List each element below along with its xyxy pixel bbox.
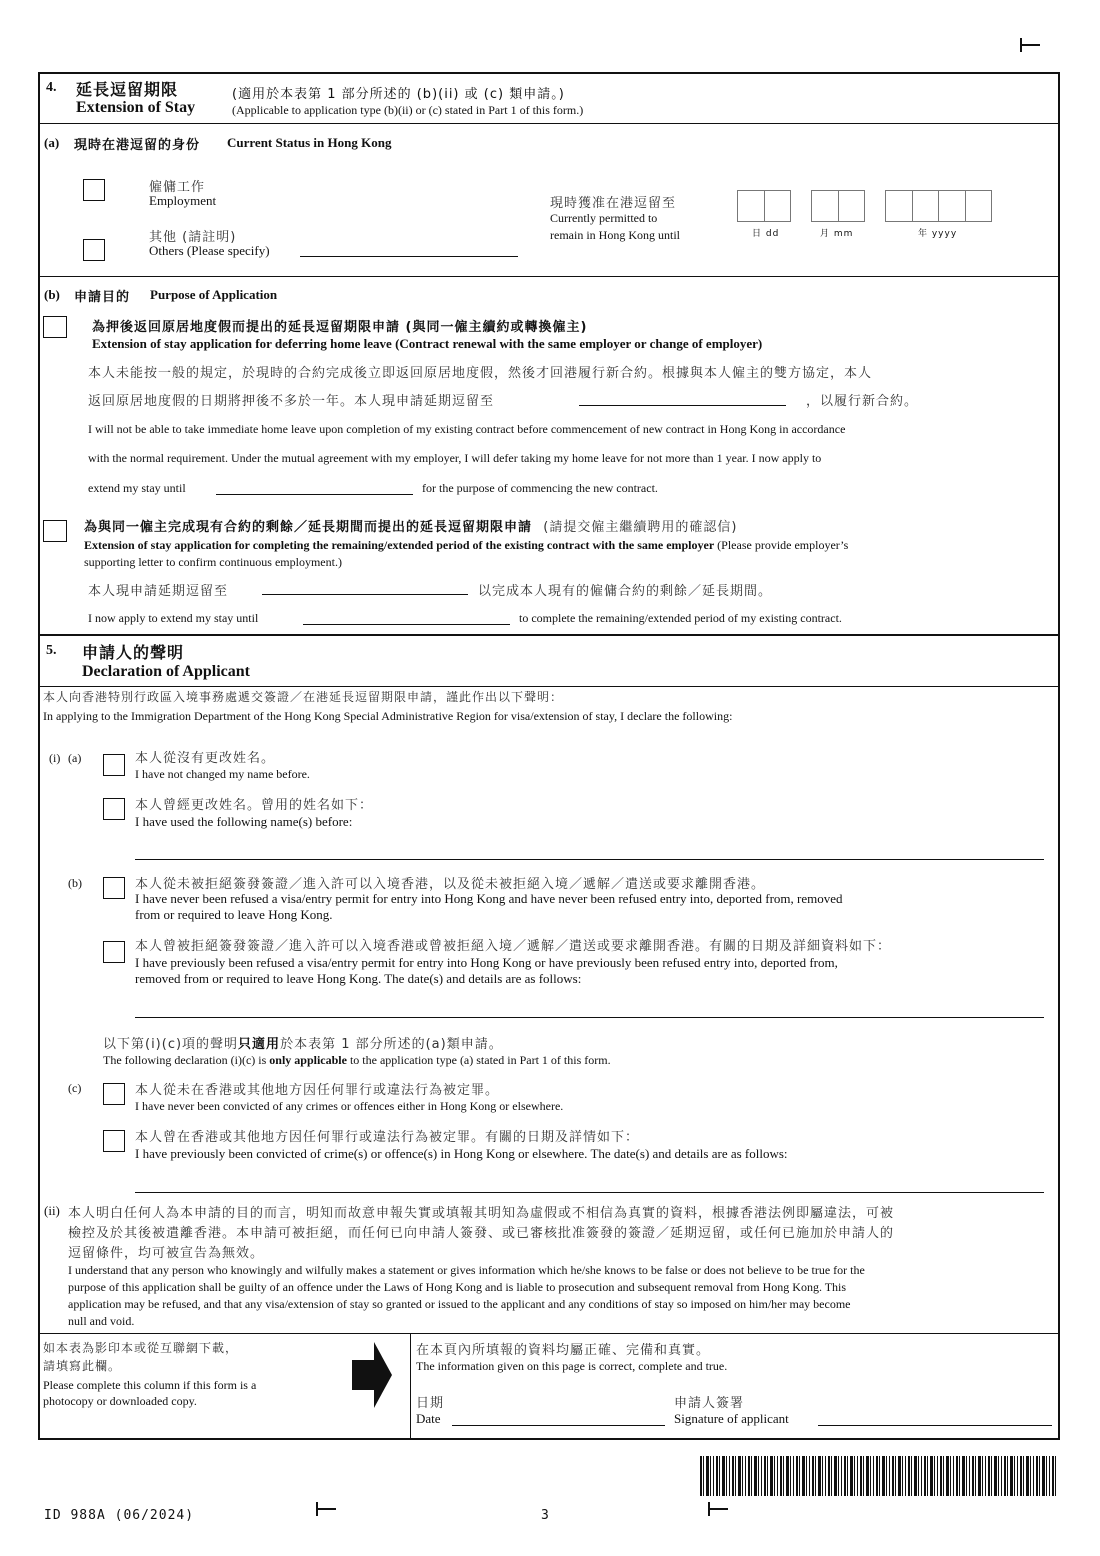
previously-convicted-checkbox[interactable]: [103, 1130, 125, 1152]
complete-contract-text-zh-a: 本人現申請延期逗留至: [88, 584, 229, 599]
name-not-changed-checkbox[interactable]: [103, 754, 125, 776]
divider: [39, 123, 1059, 124]
date-field[interactable]: [452, 1425, 665, 1426]
item-ii-en-3: application may be refused, and that any visa/extension of stay so granted or issued to the applicant and any conditions of stay so imposed on him/her may become: [68, 1297, 851, 1311]
ic-intro-zh-1: 以下第(i)(c)項的聲明: [103, 1037, 239, 1052]
section-4b-title-zh: 申請目的: [74, 290, 131, 305]
defer-text-en-2: with the normal requirement. Under the mutual agreement with my employer, I will defer taking my home leave for not more than 1 year. I now apply to: [88, 451, 822, 465]
signature-label-en: Signature of applicant: [674, 1411, 789, 1426]
photocopy-note-zh-2: 請填寫此欄。: [43, 1359, 122, 1373]
employment-label-zh: 僱傭工作: [149, 180, 206, 195]
ic-intro-zh-bold: 只適用: [238, 1037, 281, 1052]
year-caption: 年 yyyy: [918, 229, 958, 239]
section-4a-title-en: Current Status in Hong Kong: [227, 135, 392, 150]
item-ii-label: (ii): [44, 1203, 60, 1218]
name-changed-en: I have used the following name(s) before:: [135, 814, 353, 829]
item-i-label: (i): [49, 751, 61, 765]
declaration-intro-zh: 本人向香港特別行政區入境事務處遞交簽證／在港延長逗留期限申請，謹此作出以下聲明：: [43, 690, 564, 704]
defer-until-date-en-field[interactable]: [216, 494, 413, 495]
defer-until-date-zh-field[interactable]: [579, 405, 786, 406]
month-caption: 月 mm: [820, 229, 854, 239]
permit-month-boxes[interactable]: [811, 190, 865, 222]
defer-text-en-3b: for the purpose of commencing the new contract.: [422, 481, 658, 495]
others-checkbox[interactable]: [83, 239, 105, 261]
previously-refused-en-2: removed from or required to leave Hong Kong. The date(s) and details are as follows:: [135, 971, 582, 986]
previously-convicted-zh: 本人曾在香港或其他地方因任何罪行或違法行為被定罪。有關的日期及詳情如下：: [135, 1130, 640, 1145]
name-not-changed-en: I have not changed my name before.: [135, 767, 310, 781]
date-label-en: Date: [416, 1411, 441, 1426]
signature-field[interactable]: [818, 1425, 1052, 1426]
previously-refused-zh: 本人曾被拒絕簽發簽證／進入許可以入境香港或曾被拒絕入境／遞解／遣送或要求離開香港。有關的日期及詳細資料如下：: [135, 939, 892, 954]
permit-label-en-2: remain in Hong Kong until: [550, 228, 680, 242]
divider: [39, 686, 1059, 687]
barcode: [700, 1456, 1058, 1496]
day-caption: 日 dd: [752, 229, 780, 239]
complete-contract-text-en-b: to complete the remaining/extended period of my existing contract.: [519, 611, 842, 625]
item-ib-label: (b): [68, 876, 82, 890]
right-arrow-icon: [352, 1342, 392, 1408]
registration-mark-bottom-left: [316, 1502, 336, 1516]
section-4-note-en: (Applicable to application type (b)(ii) or (c) stated in Part 1 of this form.): [232, 103, 584, 117]
section-divider: [39, 634, 1059, 636]
defer-text-en-3a: extend my stay until: [88, 481, 186, 495]
conviction-details-field[interactable]: [135, 1192, 1044, 1193]
defer-text-zh-2a: 返回原居地度假的日期將押後不多於一年。本人現申請延期逗留至: [88, 394, 495, 409]
never-convicted-en: I have never been convicted of any crimes or offences either in Hong Kong or elsewhere.: [135, 1099, 564, 1113]
previously-refused-checkbox[interactable]: [103, 941, 125, 963]
page-number: 3: [541, 1508, 549, 1523]
section-4a-title-zh: 現時在港逗留的身份: [74, 138, 201, 153]
others-specify-field[interactable]: [300, 256, 518, 257]
never-refused-en-2: from or required to leave Hong Kong.: [135, 907, 333, 922]
ic-intro-en-1: The following declaration (i)(c) is: [103, 1053, 270, 1067]
declaration-intro-en: In applying to the Immigration Department of the Hong Kong Special Administrative Region for visa/extension of stay, I declare the following:: [43, 709, 733, 723]
name-changed-zh: 本人曾經更改姓名。曾用的姓名如下：: [135, 798, 374, 813]
complete-contract-checkbox[interactable]: [43, 520, 67, 542]
ic-intro-en-bold: only applicable: [269, 1053, 347, 1067]
item-ii-zh-2: 檢控及於其後被遣離香港。本申請可被拒絕，而任何已向申請人簽發、或已審核批准簽發的簽證／延期逗留，或任何已施加於申請人的: [68, 1226, 895, 1241]
employment-checkbox[interactable]: [83, 179, 105, 201]
item-ia-label: (a): [68, 751, 82, 765]
divider: [39, 276, 1059, 277]
form-code: ID 988A (06/2024): [44, 1508, 195, 1523]
complete-contract-text-en-a: I now apply to extend my stay until: [88, 611, 259, 625]
divider: [39, 1333, 1059, 1334]
never-convicted-zh: 本人從未在香港或其他地方因任何罪行或違法行為被定罪。: [135, 1083, 500, 1098]
never-refused-en-1: I have never been refused a visa/entry permit for entry into Hong Kong and have never been refused entry into, deported from, removed: [135, 891, 843, 906]
permit-day-boxes[interactable]: [737, 190, 791, 222]
defer-text-zh-1: 本人未能按一般的規定，於現時的合約完成後立即返回原居地度假，然後才回港履行新合約。根據與本人僱主的雙方協定，本人: [88, 366, 873, 381]
photocopy-note-zh-1: 如本表為影印本或從互聯網下載，: [43, 1341, 239, 1355]
defer-home-leave-title-en: Extension of stay application for deferring home leave (Contract renewal with the same employer or change of employer): [92, 336, 763, 351]
complete-contract-note-en-2: supporting letter to confirm continuous employment.): [84, 555, 342, 569]
item-ic-intro-en: [103, 1053, 611, 1068]
ic-intro-en-2: to the application type (a) stated in Part 1 of this form.: [346, 1053, 611, 1067]
photocopy-note-en-1: Please complete this column if this form is a: [43, 1378, 257, 1392]
footer-column-divider: [410, 1333, 411, 1439]
name-changed-checkbox[interactable]: [103, 798, 125, 820]
complete-contract-note-zh: (請提交僱主繼續聘用的確認信): [543, 520, 738, 535]
complete-contract-title-en-text: Extension of stay application for completing the remaining/extended period of the existing contract with the same employer: [84, 538, 715, 552]
registration-mark-top-right: [1020, 38, 1040, 52]
permit-label-en-1: Currently permitted to: [550, 211, 658, 225]
defer-text-zh-2b: ，以履行新合約。: [806, 394, 919, 409]
permit-label-zh: 現時獲准在港逗留至: [550, 196, 677, 211]
defer-home-leave-title-zh: 為押後返回原居地度假而提出的延長逗留期限申請 (與同一僱主續約或轉換僱主): [92, 320, 588, 335]
item-ii-en-1: I understand that any person who knowingly and wilfully makes a statement or gives information which he/she knows to be false or does not believe to be true for the: [68, 1263, 865, 1277]
section-5-number: 5.: [46, 643, 57, 658]
section-4-title-zh: 延長逗留期限: [76, 80, 179, 99]
item-ii-zh-3: 逗留條件，均可被宣告為無效。: [68, 1246, 265, 1261]
section-4-number: 4.: [46, 80, 57, 95]
registration-mark-bottom-right: [708, 1502, 728, 1516]
never-convicted-checkbox[interactable]: [103, 1083, 125, 1105]
section-4-title-en: Extension of Stay: [76, 99, 196, 116]
complete-until-date-en-field[interactable]: [303, 624, 510, 625]
permit-year-boxes[interactable]: [885, 190, 992, 222]
item-ii-zh-1: 本人明白任何人為本申請的目的而言，明知而故意申報失實或填報其明知為虛假或不相信為真實的資料，根據香港法例即屬違法，可被: [68, 1206, 895, 1221]
section-4b-label: (b): [44, 287, 60, 302]
date-label-zh: 日期: [416, 1396, 445, 1411]
declaration-correct-en: The information given on this page is correct, complete and true.: [416, 1359, 728, 1373]
section-5-title-zh: 申請人的聲明: [82, 643, 185, 662]
complete-contract-title-zh: [84, 516, 737, 535]
previously-refused-en-1: I have previously been refused a visa/entry permit for entry into Hong Kong or have previously been refused entry into, deported from,: [135, 955, 838, 970]
employment-label-en: Employment: [149, 193, 217, 208]
complete-contract-text-zh-b: 以完成本人現有的僱傭合約的剩餘／延長期間。: [478, 584, 773, 599]
item-ii-en-2: purpose of this application shall be guilty of an offence under the Laws of Hong Kong and is liable to prosecution and subsequent removal from Hong Kong. This: [68, 1280, 847, 1294]
item-ic-intro-zh: [103, 1033, 503, 1052]
section-4a-label: (a): [44, 135, 60, 150]
signature-label-zh: 申請人簽署: [674, 1396, 745, 1411]
item-ii-en-4: null and void.: [68, 1314, 135, 1328]
never-refused-zh: 本人從未被拒絕簽發簽證／進入許可以入境香港，以及從未被拒絕入境／遞解／遣送或要求離開香港。: [135, 877, 766, 892]
complete-until-date-zh-field[interactable]: [262, 594, 468, 595]
section-4-note-zh: (適用於本表第 1 部分所述的 (b)(ii) 或 (c) 類申請。): [232, 87, 565, 102]
defer-text-en-1: I will not be able to take immediate home leave upon completion of my existing contract before commencement of new contract in Hong Kong in accordance: [88, 422, 846, 436]
declaration-correct-zh: 在本頁內所填報的資料均屬正確、完備和真實。: [416, 1343, 711, 1358]
name-not-changed-zh: 本人從沒有更改姓名。: [135, 751, 276, 766]
previously-convicted-en: I have previously been convicted of crime(s) or offence(s) in Hong Kong or elsewhere. The date(s) and details are as follows:: [135, 1146, 788, 1161]
complete-contract-title-en: [84, 538, 1044, 553]
others-label-zh: 其他 (請註明): [149, 230, 237, 245]
refusal-details-field[interactable]: [135, 1017, 1044, 1018]
photocopy-note-en-2: photocopy or downloaded copy.: [43, 1394, 197, 1408]
ic-intro-zh-2: 於本表第 1 部分所述的(a)類申請。: [280, 1037, 503, 1052]
section-4b-title-en: Purpose of Application: [150, 287, 278, 302]
defer-home-leave-checkbox[interactable]: [43, 316, 67, 338]
complete-contract-note-en-1: (Please provide employer’s: [714, 538, 849, 552]
section-5-title-en: Declaration of Applicant: [82, 663, 250, 680]
item-ic-label: (c): [68, 1081, 82, 1095]
complete-contract-title-zh-text: 為與同一僱主完成現有合約的剩餘／延長期間而提出的延長逗留期限申請: [84, 520, 533, 535]
others-label-en: Others (Please specify): [149, 243, 270, 258]
previous-names-field[interactable]: [135, 859, 1044, 860]
never-refused-checkbox[interactable]: [103, 877, 125, 899]
